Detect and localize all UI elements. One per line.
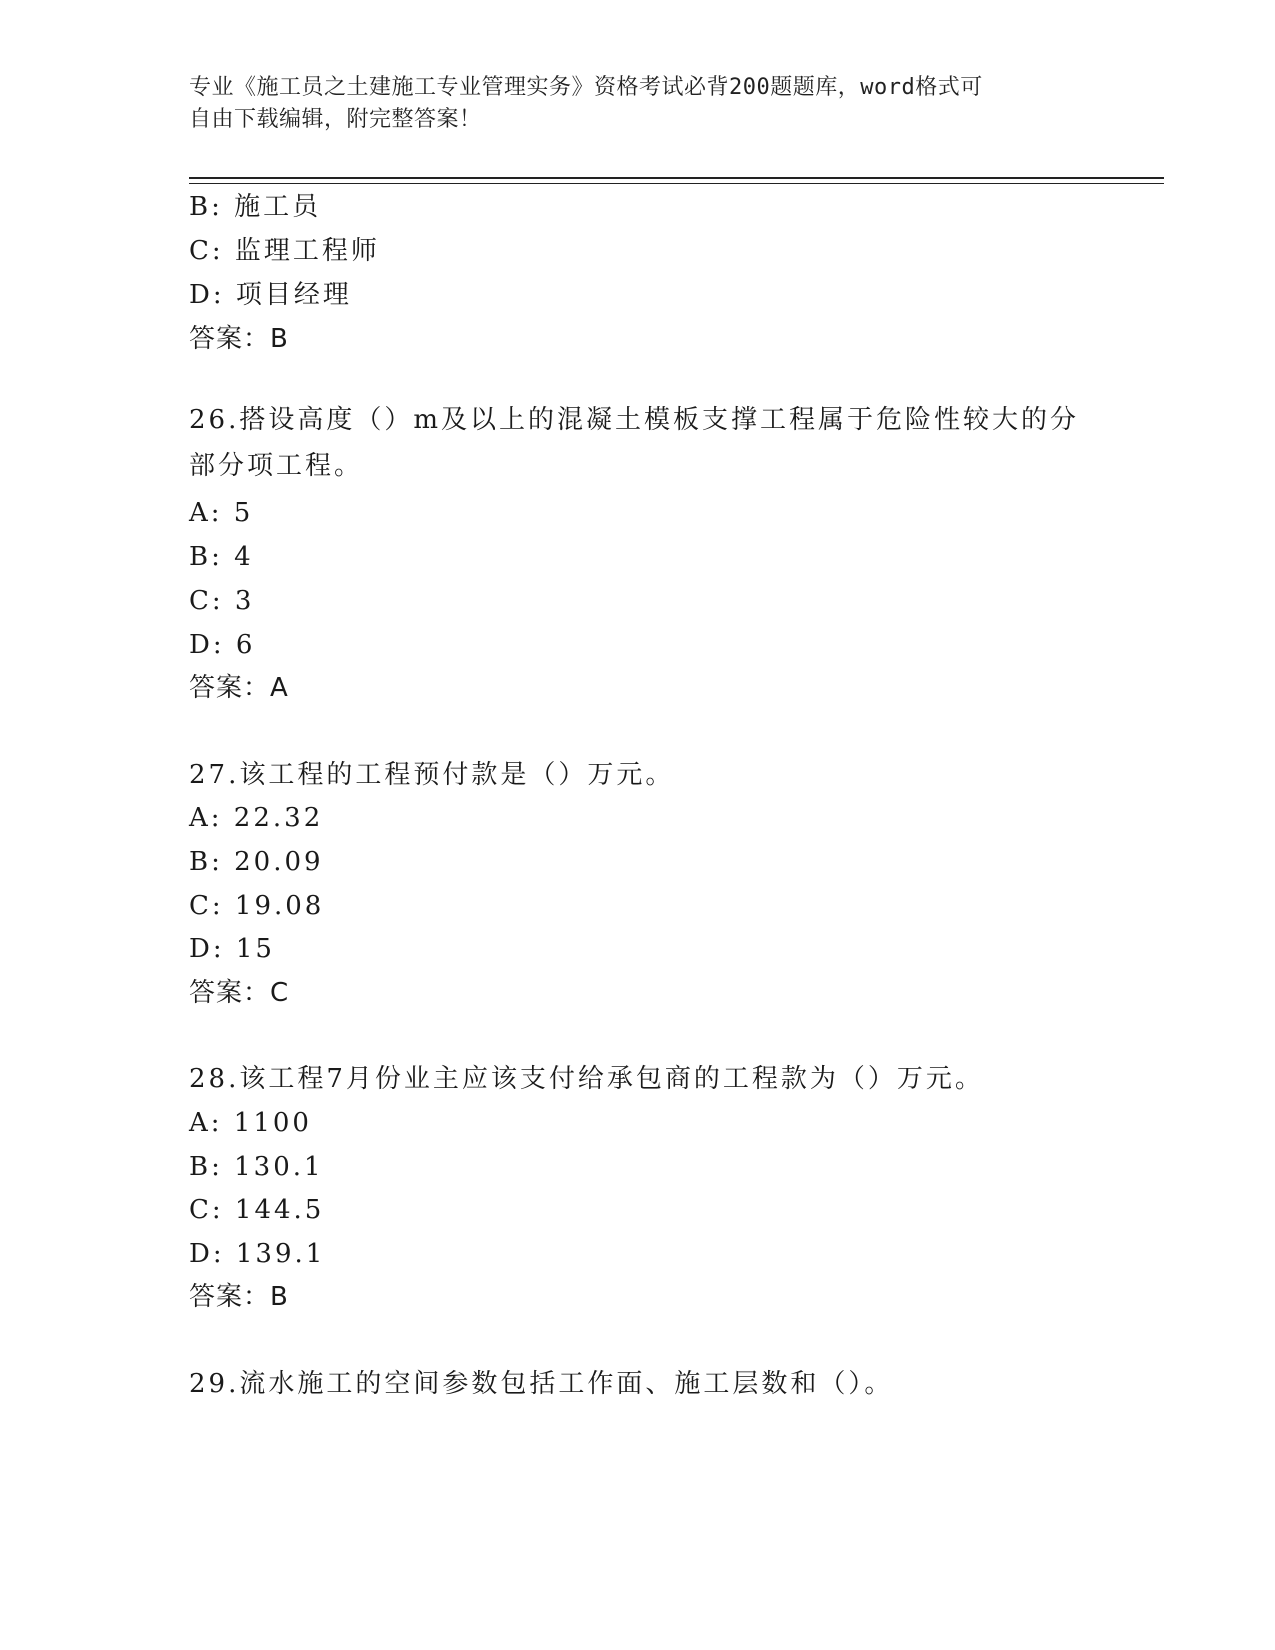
option-line: B: 4	[189, 542, 254, 572]
option-line: B: 20.09	[189, 847, 324, 877]
question-text: 27.该工程的工程预付款是（）万元。	[189, 760, 675, 790]
header-rule-thin	[189, 183, 1164, 184]
option-line: D: 15	[189, 934, 275, 964]
question-text: 28.该工程7月份业主应该支付给承包商的工程款为（）万元。	[189, 1064, 984, 1094]
option-line: C: 144.5	[189, 1195, 325, 1225]
question-text: 26.搭设高度（）m及以上的混凝土模板支撑工程属于危险性较大的分部分项工程。	[189, 405, 1080, 481]
answer-line: 答案：A	[189, 673, 289, 703]
option-line: A: 5	[189, 498, 254, 528]
question-text: 29.流水施工的空间参数包括工作面、施工层数和（）。	[189, 1369, 894, 1399]
option-line: B: 130.1	[189, 1152, 324, 1182]
option-line: A: 22.32	[189, 803, 324, 833]
option-line: A: 1100	[189, 1108, 312, 1138]
header-rule-thick	[189, 177, 1164, 179]
option-line: C: 19.08	[189, 891, 325, 921]
option-line: D: 项目经理	[189, 280, 352, 310]
option-line: D: 6	[189, 630, 256, 660]
answer-line: 答案：C	[189, 978, 290, 1008]
option-line: D: 139.1	[189, 1239, 326, 1269]
document-header	[189, 72, 1069, 136]
option-line: B: 施工员	[189, 192, 322, 222]
answer-line: 答案：B	[189, 1282, 289, 1312]
option-line: C: 监理工程师	[189, 236, 380, 266]
header-line-1: 专业《施工员之土建施工专业管理实务》资格考试必背200题题库，word格式可	[189, 75, 983, 100]
answer-line: 答案：B	[189, 324, 289, 354]
option-line: C: 3	[189, 586, 255, 616]
header-line-2: 自由下载编辑，附完整答案！	[189, 107, 482, 132]
